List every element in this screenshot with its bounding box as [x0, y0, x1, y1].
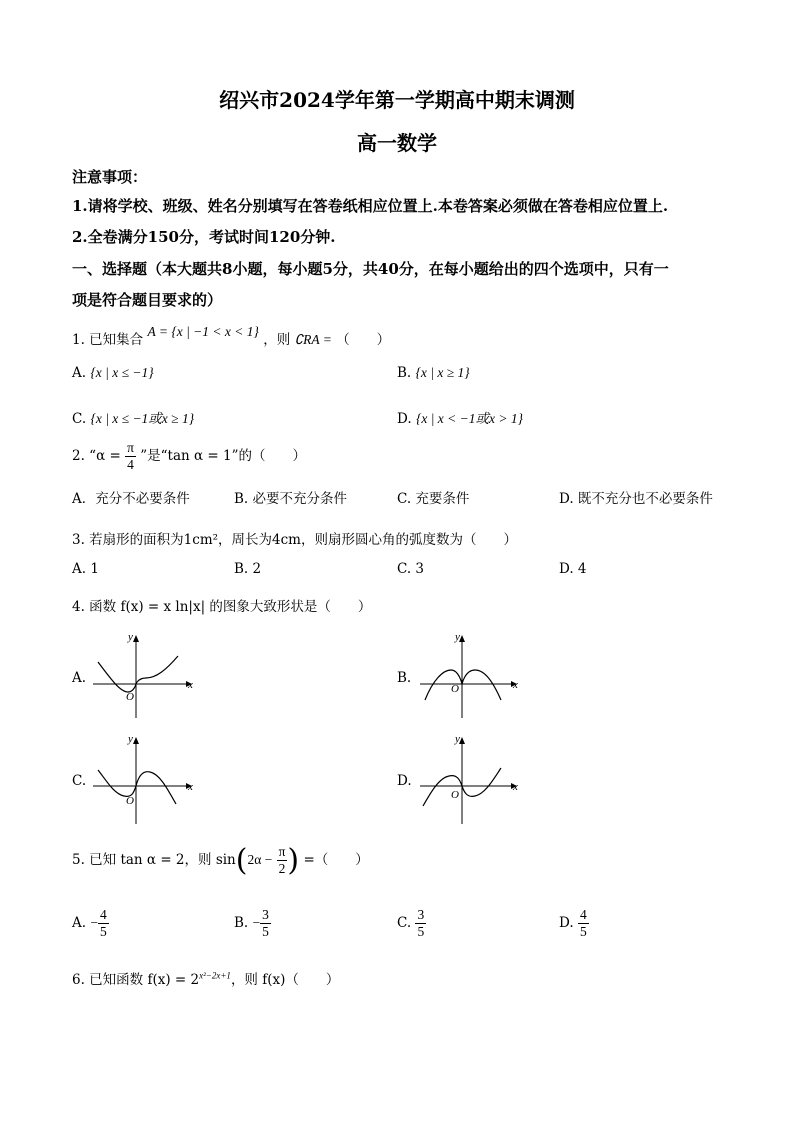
notes-heading: 注意事项：: [72, 168, 148, 186]
q2-option-c: C. 充要条件: [397, 491, 470, 507]
q2-option-d: D. 既不充分也不必要条件: [559, 491, 713, 507]
q1-option-b-text: {x | x ≥ 1}: [415, 365, 470, 380]
q5-option-b-sign: −: [252, 915, 261, 930]
q4-option-a-label: A.: [72, 670, 87, 686]
q3-option-d: D. 4: [559, 561, 587, 577]
q1-complement: ∁RA =: [294, 332, 332, 347]
question-5-stem: [72, 843, 369, 878]
q2-frac-num: π: [127, 440, 134, 455]
q5-option-a-sign: −: [90, 915, 98, 930]
q6-suffix: ，则 f(x)（ ）: [230, 972, 340, 988]
q5-option-a-num: 4: [99, 907, 107, 922]
q5-option-c-den: 5: [417, 924, 425, 939]
q5-option-d-num: 4: [579, 907, 587, 922]
q4-a-y-label: y: [128, 631, 133, 643]
q5-option-d-label: D.: [559, 915, 574, 931]
q1-option-c: [72, 407, 194, 427]
q5-option-c-num: 3: [417, 907, 425, 922]
section-heading-line2: 项是符合题目要求的）: [72, 291, 223, 309]
q5-option-b-den: 5: [262, 924, 269, 939]
q5-frac-den: 2: [278, 861, 286, 876]
exam-title: 绍兴市2024学年第一学期高中期末调测: [219, 88, 575, 112]
q2-mid: ”是“tan α = 1”的（ ）: [140, 448, 306, 464]
q1-blank: （ ）: [336, 332, 391, 348]
q5-frac-num: π: [278, 844, 286, 859]
q5-option-a-label: A.: [72, 915, 87, 931]
question-1-stem: [72, 324, 391, 348]
q3-option-c: C. 3: [397, 561, 425, 577]
question-4-stem: 4. 函数 f(x) = x ln|x| 的图象大致形状是（ ）: [72, 599, 372, 615]
note-1: 1.请将学校、班级、姓名分别填写在答卷纸相应位置上.本卷答案必须做在答卷相应位置上.: [72, 197, 669, 215]
q1-mid: ，则: [263, 332, 291, 348]
q2-option-a: A．充分不必要条件: [72, 491, 190, 507]
q1-option-d-label: D.: [397, 411, 412, 427]
q5-option-a-den: 5: [99, 924, 107, 939]
question-2-stem: [72, 440, 306, 473]
q4-graph-d: [415, 732, 530, 828]
q5-left-paren: (: [235, 843, 248, 878]
q5-option-b: [234, 907, 271, 940]
q4-a-x-label: x: [188, 679, 193, 691]
q5-suffix: =（ ）: [303, 852, 369, 868]
q2-option-b: B. 必要不充分条件: [234, 491, 348, 507]
q2-fraction: [125, 440, 136, 473]
q4-graph-a: [88, 630, 198, 722]
q4-option-d-label: D.: [397, 773, 412, 789]
q1-option-a: [72, 365, 154, 381]
q4-option-b-label: B.: [397, 670, 412, 686]
question-3-stem: 3. 若扇形的面积为1cm²，周长为4cm，则扇形圆心角的弧度数为（ ）: [72, 532, 517, 548]
q5-option-b-label: B.: [234, 915, 249, 931]
q6-exponent: x²−2x+1: [199, 970, 231, 981]
q4-d-origin-label: O: [451, 789, 459, 801]
q3-option-b: B. 2: [234, 561, 262, 577]
q4-c-x-label: x: [188, 781, 193, 793]
q5-inner: 2α −: [247, 852, 273, 867]
q1-option-d-text: {x | x < −1或x > 1}: [415, 411, 524, 426]
q1-option-a-label: A.: [72, 365, 87, 381]
q5-option-a: [72, 907, 109, 940]
q1-option-c-text: {x | x ≤ −1或x ≥ 1}: [90, 411, 195, 426]
q2-frac-den: 4: [127, 457, 134, 472]
q5-option-c-frac: [415, 907, 426, 940]
q2-prefix: 2. “α =: [72, 448, 121, 464]
q5-option-c-label: C.: [397, 915, 412, 931]
q4-b-x-label: x: [513, 679, 518, 691]
q4-graph-b: [415, 630, 530, 722]
note-2: 2.全卷满分150分，考试时间120分钟.: [72, 228, 336, 246]
q6-prefix: 6. 已知函数 f(x) = 2: [72, 972, 200, 988]
q1-option-c-label: C.: [72, 411, 87, 427]
q4-d-x-label: x: [513, 781, 518, 793]
q4-c-origin-label: O: [126, 795, 134, 807]
q4-d-y-label: y: [455, 733, 460, 745]
q5-prefix: 5. 已知 tan α = 2，则 sin: [72, 852, 236, 868]
q1-option-b: [397, 365, 470, 381]
q5-option-b-num: 3: [262, 907, 269, 922]
q1-prefix: 1. 已知集合: [72, 332, 144, 348]
q3-option-a: A. 1: [72, 561, 99, 577]
q4-option-c-label: C.: [72, 773, 87, 789]
q5-right-paren: ): [287, 843, 300, 878]
q5-option-a-frac: [98, 907, 109, 940]
q1-option-b-label: B.: [397, 365, 412, 381]
q5-option-d-den: 5: [579, 924, 587, 939]
q5-fraction: [277, 844, 288, 877]
q5-option-d-frac: [578, 907, 589, 940]
exam-subtitle: 高一数学: [357, 131, 437, 155]
q4-b-origin-label: O: [451, 683, 459, 695]
q1-option-d: [397, 407, 523, 427]
q5-option-c: [397, 907, 426, 940]
q5-option-b-frac: [260, 907, 271, 940]
q5-option-d: [559, 907, 589, 940]
q4-c-y-label: y: [128, 733, 133, 745]
section-heading-line1: 一、选择题（本大题共8小题，每小题5分，共40分，在每小题给出的四个选项中，只有一: [72, 260, 669, 278]
q1-set-definition: A = {x | −1 < x < 1}: [147, 324, 259, 339]
q4-b-y-label: y: [455, 631, 460, 643]
question-6-stem: [72, 968, 339, 988]
q4-graph-c: [88, 732, 198, 828]
q4-a-origin-label: O: [126, 691, 134, 703]
q1-option-a-text: {x | x ≤ −1}: [90, 365, 154, 380]
